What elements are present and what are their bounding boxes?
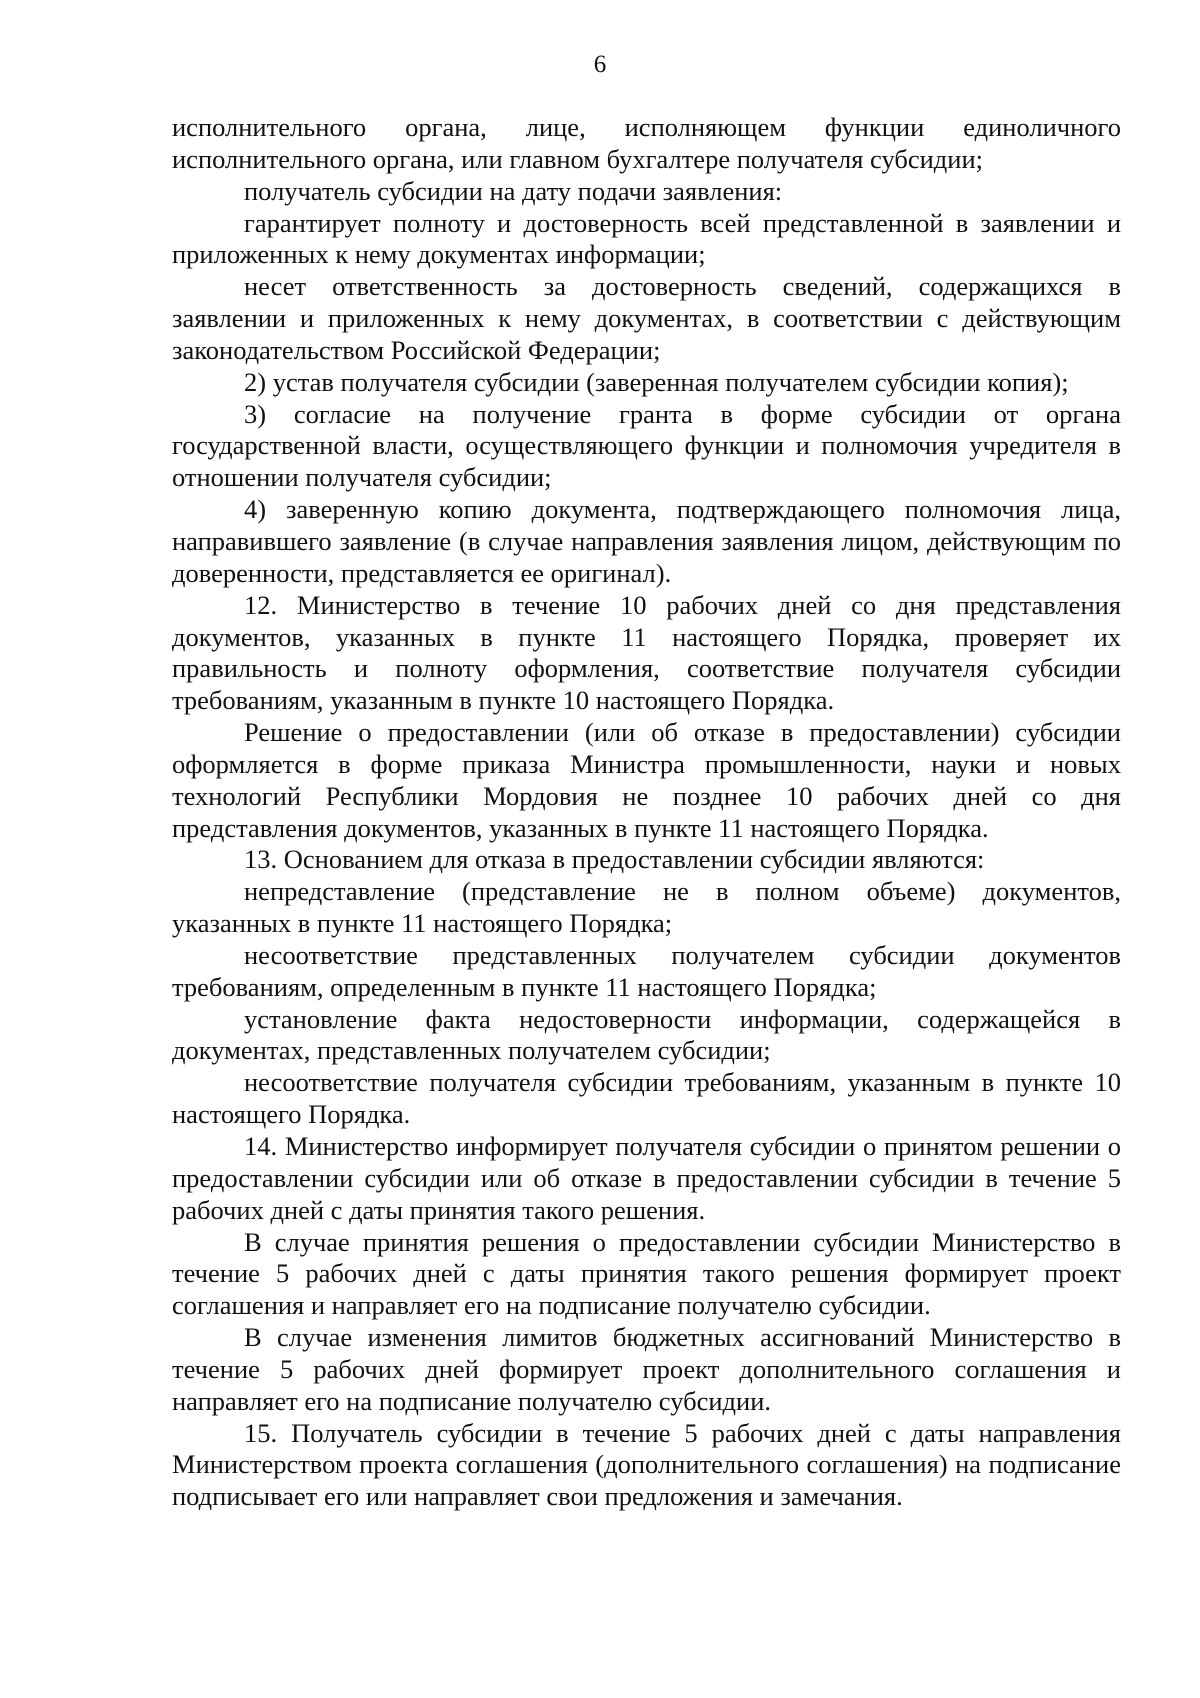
paragraph-refusal-ground-3: установление факта недостоверности информации, содержащейся в документах, представленных получателем субсидии; (172, 1003, 1121, 1066)
paragraph-responsibility: несет ответственность за достоверность сведений, содержащихся в заявлении и приложенных к нему документах, в соответствии с действующим законодательством Российской Федерации; (172, 271, 1121, 365)
paragraph-refusal-ground-1: непредставление (представление не в полном объеме) документов, указанных в пункте 11 настоящего Порядка; (172, 876, 1121, 939)
paragraph-clause-15: 15. Получатель субсидии в течение 5 рабочих дней с даты направления Министерством проекта соглашения (дополнительного соглашения) на подписание подписывает его или направляет свои предложения и замечания. (172, 1417, 1121, 1512)
paragraph-refusal-ground-4: несоответствие получателя субсидии требованиям, указанным в пункте 10 настоящего Порядка. (172, 1067, 1121, 1130)
paragraph-clause-13: 13. Основанием для отказа в предоставлении субсидии являются: (244, 844, 985, 875)
paragraph-item-2-charter: 2) устав получателя субсидии (заверенная получателем субсидии копия); (244, 366, 1069, 397)
paragraph-budget-limits-change: В случае изменения лимитов бюджетных ассигнований Министерство в течение 5 рабочих дней формирует проект дополнительного соглашения и направляет его на подписание получателю субсидии. (172, 1322, 1121, 1416)
paragraph-applicant-guarantees-intro: получатель субсидии на дату подачи заявления: (244, 175, 783, 206)
paragraph-guarantee-completeness: гарантирует полноту и достоверность всей представленной в заявлении и приложенных к нему документах информации; (172, 207, 1121, 270)
paragraph-item-3-consent: 3) согласие на получение гранта в форме субсидии от органа государственной власти, осуществляющего функции и полномочия учредителя в отношении получателя субсидии; (172, 398, 1121, 493)
page-number: 6 (593, 51, 607, 78)
paragraph-clause-14: 14. Министерство информирует получателя субсидии о принятом решении о предоставлении субсидии или об отказе в предоставлении субсидии в течение 5 рабочих дней с даты принятия такого решения. (172, 1131, 1121, 1225)
document-body (172, 112, 1121, 1513)
paragraph-item-4-power-of-attorney: 4) заверенную копию документа, подтверждающего полномочия лица, направившего заявление (в случае направления заявления лицом, действующим по доверенности, представляется ее оригинал). (172, 494, 1121, 588)
paragraph-clause-12: 12. Министерство в течение 10 рабочих дней со дня представления документов, указанных в пункте 11 настоящего Порядка, проверяет их правильность и полноту оформления, соответствие получателя субсидии требованиям, указанным в пункте 10 настоящего Порядка. (172, 589, 1121, 716)
paragraph-refusal-ground-2: несоответствие представленных получателем субсидии документов требованиям, определенным в пункте 11 настоящего Порядка; (172, 939, 1121, 1002)
paragraph-agreement-draft: В случае принятия решения о предоставлении субсидии Министерство в течение 5 рабочих дней с даты принятия такого решения формирует проект соглашения и направляет его на подписание получателю субсидии. (172, 1226, 1121, 1321)
paragraph-continuation: исполнительного органа, лице, исполняющем функции единоличного исполнительного органа, или главном бухгалтере получателя субсидии; (172, 112, 1121, 174)
paragraph-decision-order: Решение о предоставлении (или об отказе в предоставлении) субсидии оформляется в форме приказа Министра промышленности, науки и новых технологий Республики Мордовия не позднее 10 рабочих дней со дня представления документов, указанных в пункте 11 настоящего Порядка. (172, 717, 1121, 843)
